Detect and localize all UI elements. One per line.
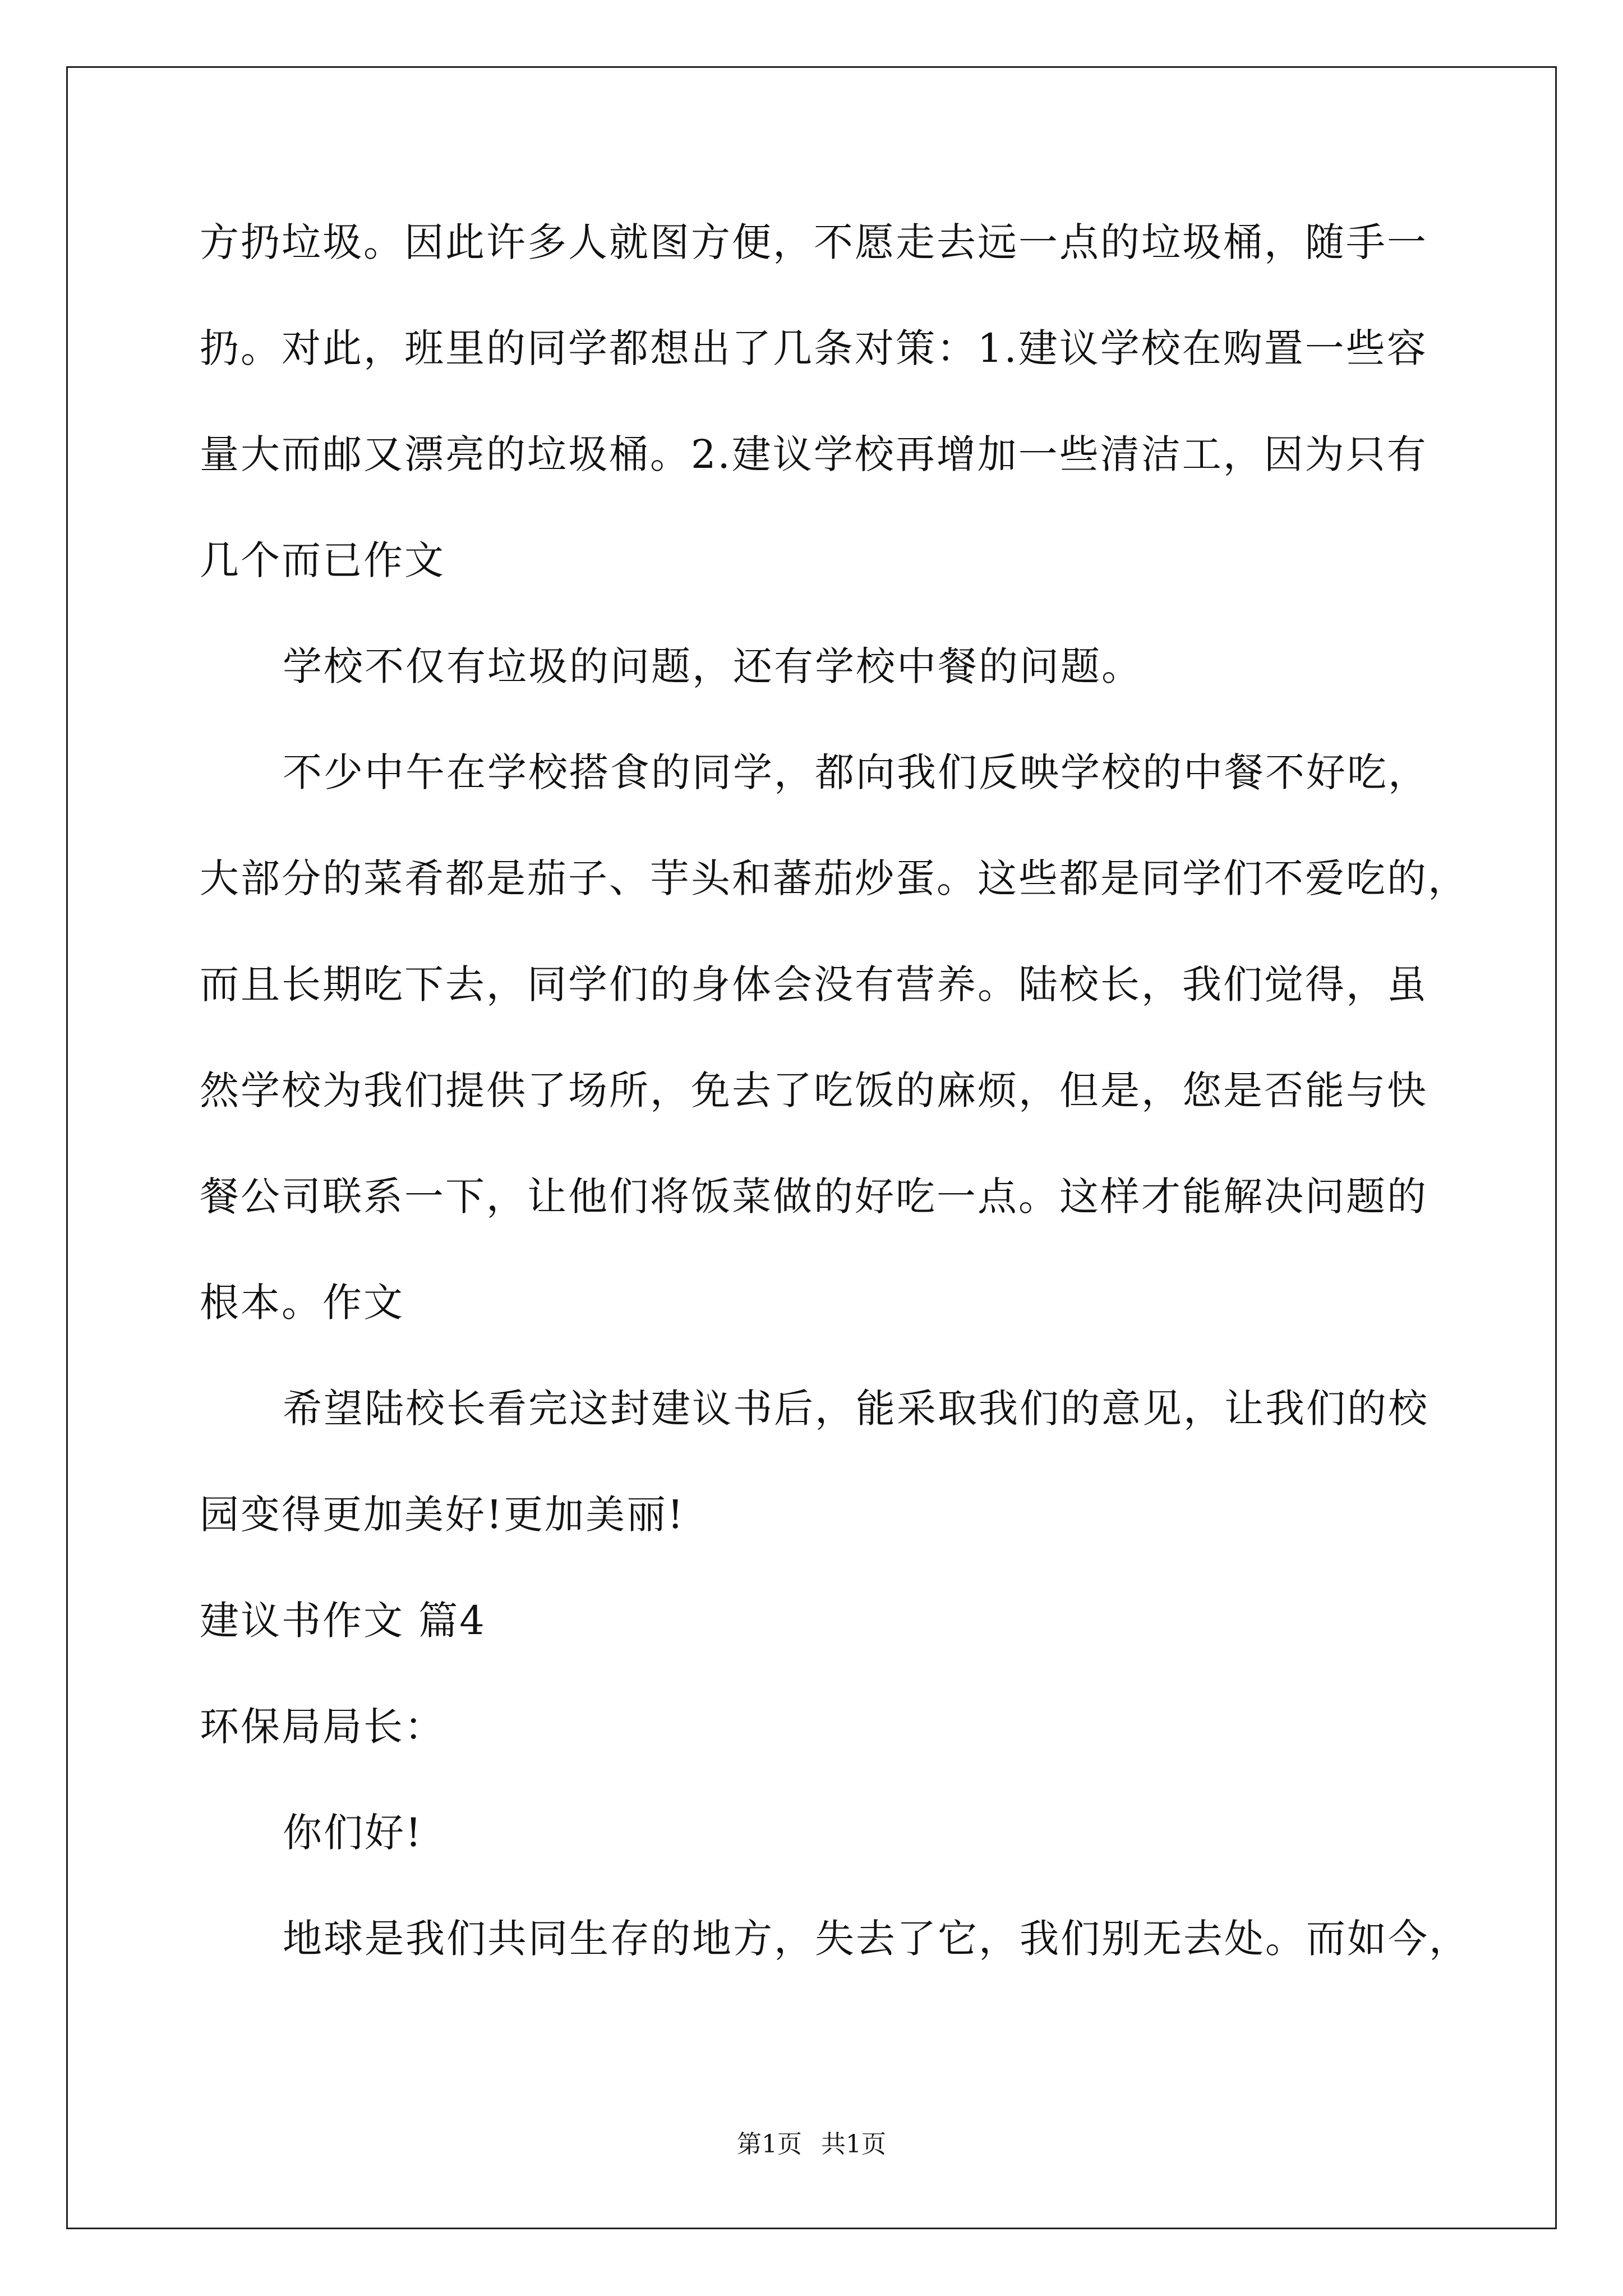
text-line: 然学校为我们提供了场所，免去了吃饭的麻烦，但是，您是否能与快 <box>200 1068 1428 1114</box>
text-line: 几个而已作文 <box>200 537 445 583</box>
paragraph-start: 地球是我们共同生存的地方，失去了它，我们别无去处。而如今， <box>283 1916 1470 1962</box>
page-footer <box>0 2131 1623 2159</box>
section-heading: 建议书作文 篇4 <box>200 1598 486 1644</box>
salutation: 环保局局长： <box>200 1704 445 1750</box>
text-line: 量大而邮又漂亮的垃圾桶。2.建议学校再增加一些清洁工，因为只有 <box>200 431 1428 477</box>
page-number: 第1页 <box>737 2130 802 2159</box>
document-body <box>200 219 1470 2022</box>
text-line: 而且长期吃下去，同学们的身体会没有营养。陆校长，我们觉得，虽 <box>200 961 1428 1007</box>
text-line: 大部分的菜肴都是茄子、芋头和蕃茄炒蛋。这些都是同学们不爱吃的， <box>200 855 1469 901</box>
text-line: 餐公司联系一下，让他们将饭菜做的好吃一点。这样才能解决问题的 <box>200 1174 1428 1220</box>
text-line: 根本。作文 <box>200 1280 404 1326</box>
paragraph-start: 不少中午在学校搭食的同学，都向我们反映学校的中餐不好吃， <box>283 749 1429 795</box>
page-total: 共1页 <box>821 2130 886 2159</box>
text-line: 扔。对此，班里的同学都想出了几条对策：1.建议学校在购置一些容 <box>200 325 1428 371</box>
paragraph-start: 希望陆校长看完这封建议书后，能采取我们的意见，让我们的校 <box>283 1386 1429 1432</box>
text-line: 园变得更加美好!更加美丽! <box>200 1492 685 1538</box>
text-line: 方扔垃圾。因此许多人就图方便，不愿走去远一点的垃圾桶，随手一 <box>200 219 1428 265</box>
paragraph-start: 学校不仅有垃圾的问题，还有学校中餐的问题。 <box>283 643 1142 689</box>
greeting: 你们好! <box>283 1810 423 1856</box>
